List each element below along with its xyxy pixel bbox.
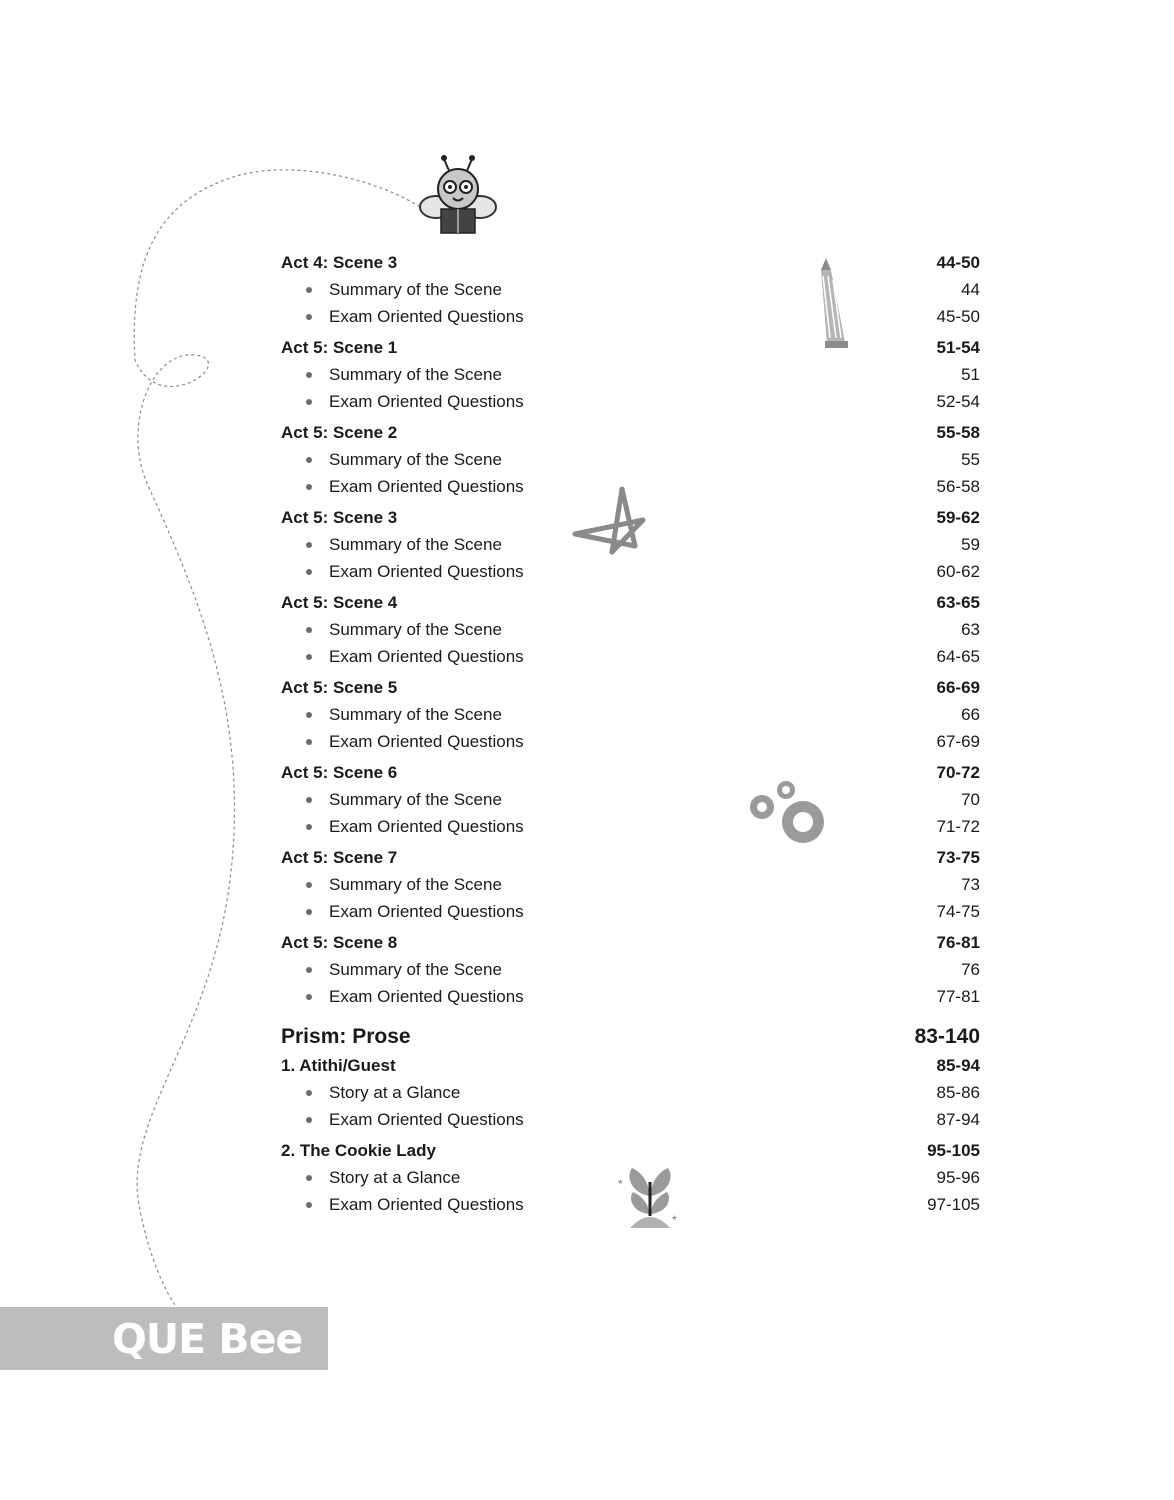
toc-label: Exam Oriented Questions — [281, 647, 524, 667]
toc-page-range: 64-65 — [936, 646, 980, 666]
toc-label: Exam Oriented Questions — [281, 1110, 524, 1130]
toc-label: Story at a Glance — [281, 1168, 460, 1188]
toc-page-range: 74-75 — [936, 901, 980, 921]
toc-label: Exam Oriented Questions — [281, 817, 524, 837]
toc-page-range: 76-81 — [936, 932, 980, 952]
toc-page-range: 52-54 — [936, 391, 980, 411]
toc-page-range: 71-72 — [936, 816, 980, 836]
toc-page-range: 66 — [961, 704, 980, 724]
toc-label: Act 5: Scene 6 — [281, 762, 398, 782]
bee-mascot-icon — [420, 155, 496, 233]
toc-subentry — [281, 361, 980, 388]
toc-page-range: 59 — [961, 534, 980, 554]
toc-subentry — [281, 446, 980, 473]
toc-label: Summary of the Scene — [281, 535, 502, 555]
toc-label: Exam Oriented Questions — [281, 987, 524, 1007]
toc-subentry — [281, 303, 980, 330]
toc-subentry — [281, 558, 980, 585]
toc-page-range: 73 — [961, 874, 980, 894]
toc-subentry — [281, 728, 980, 755]
toc-page-range: 51-54 — [936, 337, 980, 357]
toc-page-range: 51 — [961, 364, 980, 384]
toc-label: Summary of the Scene — [281, 365, 502, 385]
svg-text:*: * — [672, 1213, 677, 1227]
toc-label: Act 5: Scene 1 — [281, 337, 398, 357]
toc-subentry — [281, 531, 980, 558]
toc-page-range: 85-94 — [936, 1055, 980, 1075]
toc-subentry — [281, 1191, 980, 1218]
toc-page-range: 70 — [961, 789, 980, 809]
toc-label: Story at a Glance — [281, 1083, 460, 1103]
toc-subentry — [281, 701, 980, 728]
toc-entry — [281, 249, 980, 276]
toc-subentry — [281, 898, 980, 925]
toc-subentry — [281, 871, 980, 898]
toc-label: Summary of the Scene — [281, 620, 502, 640]
toc-page-range: 87-94 — [936, 1109, 980, 1129]
toc-page-range: 63-65 — [936, 592, 980, 612]
toc-entry — [281, 759, 980, 786]
toc-subentry — [281, 956, 980, 983]
toc-page-range: 95-105 — [927, 1140, 980, 1160]
toc-page-range: 83-140 — [914, 1025, 980, 1048]
toc-label: Act 5: Scene 7 — [281, 847, 398, 867]
toc-page-range: 55-58 — [936, 422, 980, 442]
toc-label: 2. The Cookie Lady — [281, 1140, 436, 1160]
toc-entry — [281, 1052, 980, 1079]
toc-label: Act 5: Scene 4 — [281, 592, 398, 612]
table-of-contents — [281, 249, 980, 1218]
toc-label: Act 5: Scene 5 — [281, 677, 398, 697]
toc-entry — [281, 844, 980, 871]
toc-label: Summary of the Scene — [281, 450, 502, 470]
toc-label: Exam Oriented Questions — [281, 307, 524, 327]
toc-entry — [281, 504, 980, 531]
toc-label: Exam Oriented Questions — [281, 902, 524, 922]
toc-subentry — [281, 276, 980, 303]
toc-entry — [281, 334, 980, 361]
brand-logo-text: QUE Bee — [112, 1314, 303, 1363]
toc-page-range: 77-81 — [936, 986, 980, 1006]
toc-page-range: 44-50 — [936, 252, 980, 272]
toc-page-range: 66-69 — [936, 677, 980, 697]
toc-section — [281, 1022, 980, 1052]
toc-label: Exam Oriented Questions — [281, 392, 524, 412]
toc-subentry — [281, 616, 980, 643]
toc-page-range: 76 — [961, 959, 980, 979]
toc-page-range: 59-62 — [936, 507, 980, 527]
toc-label: Summary of the Scene — [281, 875, 502, 895]
toc-page-range: 45-50 — [936, 306, 980, 326]
toc-page-range: 67-69 — [936, 731, 980, 751]
toc-label: Act 5: Scene 8 — [281, 932, 398, 952]
toc-label: Exam Oriented Questions — [281, 562, 524, 582]
toc-page-range: 55 — [961, 449, 980, 469]
toc-label: Summary of the Scene — [281, 705, 502, 725]
toc-page-range: 60-62 — [936, 561, 980, 581]
toc-page-range: 95-96 — [936, 1167, 980, 1187]
toc-subentry — [281, 983, 980, 1010]
toc-page-range: 70-72 — [936, 762, 980, 782]
toc-label: Exam Oriented Questions — [281, 732, 524, 752]
toc-entry — [281, 419, 980, 446]
svg-text:*: * — [618, 1177, 623, 1191]
toc-label: Exam Oriented Questions — [281, 477, 524, 497]
toc-entry — [281, 674, 980, 701]
toc-subentry — [281, 786, 980, 813]
toc-subentry — [281, 1164, 980, 1191]
toc-page-range: 63 — [961, 619, 980, 639]
toc-entry — [281, 1137, 980, 1164]
toc-label: Act 5: Scene 3 — [281, 507, 398, 527]
brand-bar — [0, 1307, 328, 1370]
toc-page-range: 85-86 — [936, 1082, 980, 1102]
toc-label: Summary of the Scene — [281, 790, 502, 810]
toc-subentry — [281, 643, 980, 670]
toc-label: Act 4: Scene 3 — [281, 252, 398, 272]
toc-subentry — [281, 813, 980, 840]
toc-label: Exam Oriented Questions — [281, 1195, 524, 1215]
toc-entry — [281, 589, 980, 616]
toc-page-range: 73-75 — [936, 847, 980, 867]
toc-label: Prism: Prose — [281, 1025, 411, 1048]
toc-subentry — [281, 1106, 980, 1133]
toc-label: Summary of the Scene — [281, 280, 502, 300]
toc-label: Act 5: Scene 2 — [281, 422, 398, 442]
toc-page-range: 97-105 — [927, 1194, 980, 1214]
toc-subentry — [281, 1079, 980, 1106]
toc-page-range: 44 — [961, 279, 980, 299]
toc-page-range: 56-58 — [936, 476, 980, 496]
toc-label: 1. Atithi/Guest — [281, 1055, 396, 1075]
toc-subentry — [281, 473, 980, 500]
toc-subentry — [281, 388, 980, 415]
toc-entry — [281, 929, 980, 956]
toc-label: Summary of the Scene — [281, 960, 502, 980]
